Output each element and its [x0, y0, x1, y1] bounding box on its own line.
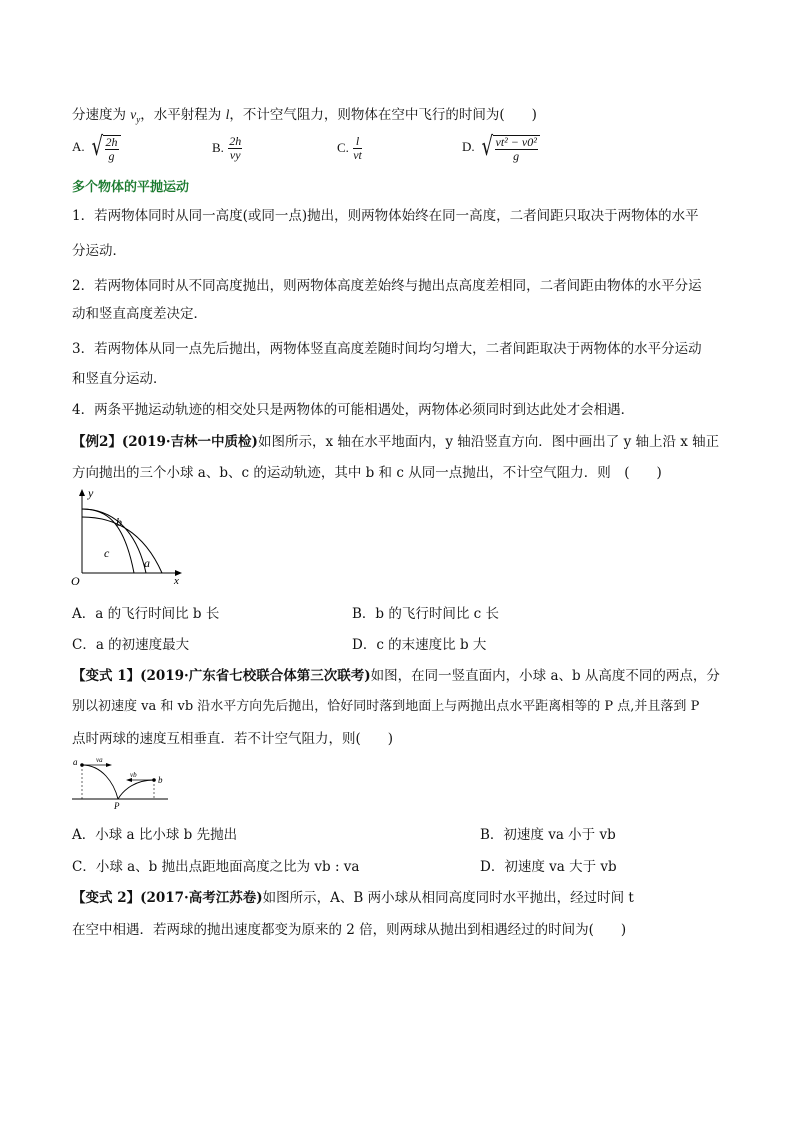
paragraph-3a: 3．若两物体从同一点先后抛出，两物体竖直高度差随时间均匀增大，二者间距取决于两物体的水平分运动 — [72, 341, 702, 357]
origin-label: O — [71, 574, 80, 587]
option-b[interactable]: B. $\frac{2h}{vy}$ — [212, 134, 242, 162]
y-label: y — [88, 487, 94, 500]
variant1-option-a[interactable]: A．小球 a 比小球 b 先抛出 — [72, 827, 238, 843]
example2-option-d[interactable]: D．c 的末速度比 b 大 — [352, 637, 487, 653]
variant1-line3: 点时两球的速度互相垂直．若不计空气阻力，则( ) — [72, 731, 394, 747]
example2-line2: 方向抛出的三个小球 a、b、c 的运动轨迹，其中 b 和 c 从同一点抛出，不计空气阻力．则 ( ) — [72, 465, 662, 481]
trajectory-b — [82, 509, 146, 573]
vy-symbol: $v_y$ — [130, 107, 141, 125]
trajectory-a — [82, 765, 118, 799]
example2-option-a[interactable]: A．a 的飞行时间比 b 长 — [72, 606, 220, 622]
label-vb: vb — [130, 771, 137, 779]
option-c[interactable]: C. $\frac{l}{vt}$ — [337, 134, 362, 162]
x-label: x — [174, 575, 179, 587]
label-b: b — [158, 775, 163, 785]
paragraph-1a: 1．若两物体同时从同一高度(或同一点)抛出，则两物体始终在同一高度，二者间距只取决于两物体的水平 — [72, 208, 699, 224]
trajectory-c — [82, 509, 134, 573]
variant1-option-c[interactable]: C．小球 a、b 抛出点距地面高度之比为 vb : va — [72, 859, 360, 875]
sqrt-formula: √ $\frac{2h}{g}$ — [89, 132, 121, 163]
variant1-line1: 【变式 1】(2019·广东省七校联合体第三次联考)如图，在同一竖直面内，小球 a、b 从高度不同的两点，分 — [72, 668, 720, 684]
paragraph-2a: 2．若两物体同时从不同高度抛出，则两物体高度差始终与抛出点高度差相同，二者间距由物体的水平分运 — [72, 278, 702, 294]
example2-option-c[interactable]: C．a 的初速度最大 — [72, 637, 190, 653]
label-b: b — [116, 515, 122, 529]
label-c: c — [104, 546, 110, 560]
projectile-figure — [70, 753, 170, 811]
l-symbol: l — [225, 107, 230, 122]
paragraph-3b: 和竖直分运动． — [72, 371, 167, 387]
question-stem-line: 分速度为 $v_y$，水平射程为 l，不计空气阻力，则物体在空中飞行的时间为( ) — [72, 107, 537, 125]
label-a: a — [144, 556, 150, 570]
variant2-line1: 【变式 2】(2017·高考江苏卷)如图所示，A、B 两小球从相同高度同时水平抛出，经过时间 t — [72, 890, 634, 906]
label-a: a — [73, 757, 78, 767]
variant-tag: 【变式 2】(2017·高考江苏卷) — [72, 890, 263, 906]
fraction-formula: $\frac{l}{vt}$ — [353, 134, 362, 162]
option-a[interactable]: A. √ $\frac{2h}{g}$ — [72, 132, 121, 163]
label-p: P — [114, 801, 120, 811]
variant1-option-d[interactable]: D．初速度 va 大于 vb — [480, 859, 617, 875]
y-axis-arrow — [79, 489, 85, 496]
example-tag: 【例2】(2019·吉林一中质检) — [72, 434, 258, 450]
variant-tag: 【变式 1】(2019·广东省七校联合体第三次联考) — [72, 668, 371, 684]
fraction-formula: $\frac{2h}{vy}$ — [229, 134, 242, 162]
paragraph-1b: 分运动． — [72, 243, 126, 259]
example2-line1: 【例2】(2019·吉林一中质检)如图所示，x 轴在水平地面内，y 轴沿竖直方向．图中画出了 y 轴上沿 x 轴正 — [72, 434, 720, 450]
option-d[interactable]: D. √ $\frac{\text{vt² − v0²}}{g}$ — [462, 132, 540, 163]
paragraph-2b: 动和竖直高度差决定． — [72, 306, 207, 322]
trajectory-b — [118, 780, 154, 799]
label-va: va — [96, 756, 103, 764]
paragraph-4: 4．两条平抛运动轨迹的相交处只是两物体的可能相遇处，两物体必须同时到达此处才会相遇． — [72, 402, 635, 418]
example2-option-b[interactable]: B．b 的飞行时间比 c 长 — [352, 606, 499, 622]
variant2-line2: 在空中相遇．若两球的抛出速度都变为原来的 2 倍，则两球从抛出到相遇经过的时间为( ) — [72, 922, 627, 938]
variant1-line2: 别以初速度 va 和 vb 沿水平方向先后抛出，恰好同时落到地面上与两抛出点水平距离相等的 P 点,并且落到 P — [72, 699, 700, 714]
variant1-option-b[interactable]: B．初速度 va 小于 vb — [480, 827, 616, 843]
trajectory-figure — [66, 487, 186, 587]
sqrt-formula: √ $\frac{\text{vt² − v0²}}{g}$ — [479, 132, 540, 163]
section-title: 多个物体的平抛运动 — [72, 180, 190, 195]
